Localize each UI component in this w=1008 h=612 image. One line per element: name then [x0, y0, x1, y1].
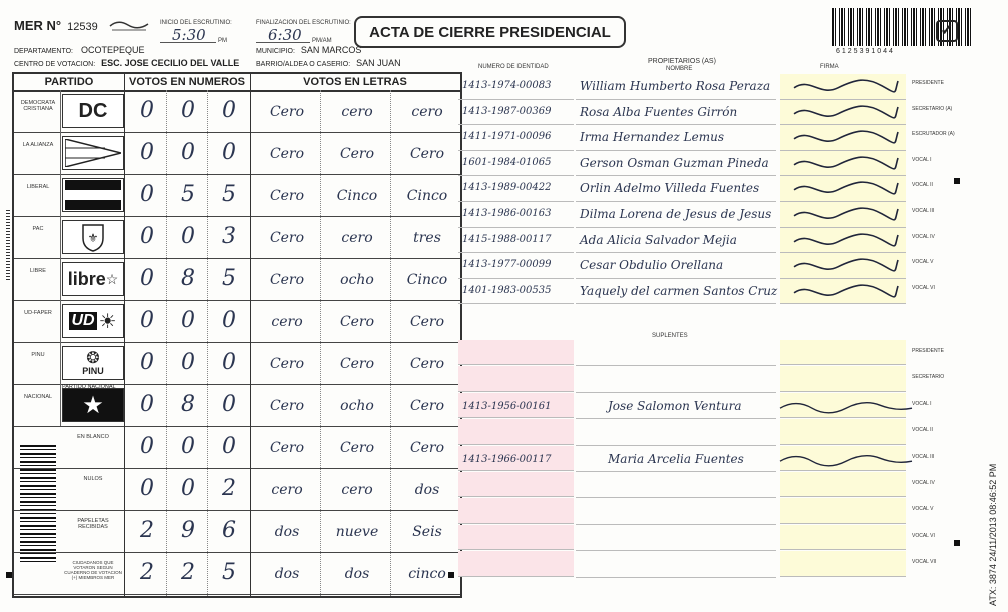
municipio-label: MUNICIPIO:	[256, 48, 295, 55]
barcode-number: 6125391044	[836, 48, 895, 55]
id-cell	[458, 366, 574, 391]
suplente-row	[458, 551, 958, 577]
owner-row	[458, 279, 958, 305]
vote-row	[14, 216, 460, 259]
signature-cell	[780, 525, 906, 550]
suplente-row	[458, 366, 958, 392]
vote-word: Cero	[269, 356, 305, 372]
vote-word: dos	[344, 566, 370, 582]
vote-word: Cero	[339, 440, 375, 456]
id-cell	[458, 525, 574, 550]
party-label: LIBERAL	[26, 184, 50, 190]
signature-cell	[780, 551, 906, 576]
column-divider	[250, 74, 251, 596]
suplentes-header: SUPLENTES	[652, 333, 688, 339]
signature-scribble	[776, 448, 916, 472]
signature-cell	[780, 340, 906, 365]
name-cell	[576, 472, 776, 498]
nacional-star-icon: ★	[82, 391, 104, 419]
ud-logo-text: UD	[71, 312, 95, 329]
vote-digit: 0	[222, 98, 236, 123]
owner-id: 1411-1971-00096	[462, 131, 552, 143]
inicio-label: INICIO DEL ESCRUTINIO:	[160, 20, 232, 26]
role-label: VOCAL IV	[912, 480, 935, 486]
signature-scribble	[790, 254, 900, 278]
vote-digit: 0	[222, 434, 236, 459]
signature-scribble	[790, 152, 900, 176]
vote-word: Cero	[269, 230, 305, 246]
vote-word: cero	[341, 230, 373, 246]
vote-digit: 0	[140, 308, 154, 333]
owner-row	[458, 228, 958, 254]
vote-digit: 2	[181, 560, 195, 585]
vote-digit: 2	[222, 476, 236, 501]
vote-digit: 0	[140, 182, 154, 207]
emblem-logo	[108, 18, 150, 32]
vote-digit: 8	[181, 392, 195, 417]
propietarios-header: PROPIETARIOS (AS)	[648, 58, 716, 65]
owner-id: 1401-1983-00535	[462, 284, 552, 296]
vote-word: Cero	[269, 272, 305, 288]
suplente-row	[458, 419, 958, 445]
vote-word: Cero	[339, 314, 375, 330]
vote-row	[14, 552, 460, 595]
owner-row	[458, 202, 958, 228]
suplente-row	[458, 525, 958, 551]
vote-word: dos	[274, 524, 300, 540]
role-label: VOCAL V	[912, 259, 934, 266]
role-label: VOCAL V	[912, 506, 934, 513]
vote-word: cinco	[408, 566, 446, 582]
column-divider	[390, 90, 391, 596]
vote-word: Cinco	[406, 188, 448, 204]
owner-id: 1415-1988-00117	[462, 233, 552, 245]
party-label: UD-FAPER	[24, 310, 52, 316]
column-divider	[320, 90, 321, 596]
suplente-row	[458, 340, 958, 366]
party-logo	[62, 262, 124, 296]
role-label: VOCAL II	[912, 182, 933, 189]
owner-name: Gerson Osman Guzman Pineda	[580, 155, 769, 170]
vote-digit: 0	[140, 98, 154, 123]
vote-digit: 8	[181, 266, 195, 291]
vote-word: cero	[341, 482, 373, 498]
name-cell	[576, 419, 776, 445]
vote-row	[14, 468, 460, 511]
owner-row	[458, 253, 958, 279]
suplente-entry	[458, 393, 908, 419]
vote-digit: 5	[222, 266, 236, 291]
suplente-row	[458, 498, 958, 524]
name-cell	[576, 525, 776, 551]
party-logo	[62, 388, 124, 422]
vote-digit: 5	[222, 560, 236, 585]
departamento-label: DEPARTAMENTO:	[14, 48, 73, 55]
side-stamp: ATX: 3874 24/11/2013 08:46:52 PM	[988, 463, 998, 606]
name-cell	[576, 340, 776, 366]
vote-word: Cero	[409, 398, 445, 414]
role-label: VOCAL I	[912, 156, 932, 163]
summary-label: NULOS	[83, 476, 103, 482]
svg-text:⚜: ⚜	[87, 231, 99, 245]
pinu-logo-text: PINU	[82, 365, 104, 376]
col-letras: VOTOS EN LETRAS	[250, 74, 460, 92]
owner-row	[458, 176, 958, 202]
vote-digit: 5	[181, 182, 195, 207]
owner-row	[458, 151, 958, 177]
id-cell	[458, 419, 574, 444]
role-label: SECRETARIO	[912, 374, 945, 381]
vote-word: Cero	[269, 188, 305, 204]
vote-word: Cero	[269, 146, 305, 162]
role-label: PRESIDENTE	[912, 348, 944, 354]
vote-digit: 2	[140, 560, 154, 585]
column-divider	[207, 90, 208, 596]
signature-scribble	[790, 126, 900, 150]
owner-row	[458, 100, 958, 126]
vote-word: ocho	[340, 398, 374, 414]
id-header: NUMERO DE IDENTIDAD	[478, 64, 549, 70]
vote-digit: 0	[140, 224, 154, 249]
municipio-value: SAN MARCOS	[300, 45, 362, 55]
firma-header: FIRMA	[820, 64, 839, 70]
name-cell	[576, 366, 776, 392]
vote-digit: 0	[181, 476, 195, 501]
vote-digit: 0	[140, 434, 154, 459]
col-partido: PARTIDO	[14, 74, 125, 92]
barrio-value: SAN JUAN	[356, 58, 401, 68]
nombre-header: NOMBRE	[666, 66, 693, 72]
edge-marks	[6, 210, 10, 280]
signature-cell	[780, 472, 906, 497]
owner-name: Yaquely del carmen Santos Cruz	[580, 283, 778, 298]
owner-id: 1413-1974-00083	[462, 80, 552, 91]
vote-word: dos	[274, 566, 300, 582]
vote-row	[14, 174, 460, 217]
vote-digit: 9	[181, 518, 195, 543]
owner-name: Ada Alicia Salvador Mejia	[580, 232, 737, 247]
owner-name: Dilma Lorena de Jesus de Jesus	[580, 207, 772, 221]
party-label: DEMOCRATA CRISTIANA	[20, 100, 56, 112]
vote-digit: 0	[181, 98, 195, 123]
owner-name: Cesar Obdulio Orellana	[580, 258, 724, 273]
finalizacion-unit: PM/AM	[312, 38, 332, 44]
signature-cell	[780, 366, 906, 391]
vote-word: Cero	[269, 104, 305, 120]
vote-digit: 5	[222, 182, 236, 207]
vote-word: cero	[271, 482, 303, 498]
party-label: LA ALIANZA	[22, 142, 54, 148]
id-cell	[458, 340, 574, 365]
vote-word: cero	[271, 314, 303, 330]
id-cell	[458, 498, 574, 523]
party-label: LIBRE	[30, 268, 46, 274]
role-label: VOCAL III	[912, 453, 935, 460]
pinu-emblem-icon: ❂	[86, 349, 100, 367]
vote-row	[14, 132, 460, 175]
vote-digit: 0	[181, 434, 195, 459]
vote-digit: 0	[181, 224, 195, 249]
role-label: PRESIDENTE	[912, 80, 944, 86]
id-cell	[458, 472, 574, 497]
summary-label: CIUDADANOS QUE VOTARON SEGUN CUADERNO DE VOTACION (+) MIEMBROS MER	[64, 560, 122, 580]
barrio-row	[256, 58, 401, 68]
signature-scribble	[790, 75, 900, 99]
name-cell	[576, 551, 776, 577]
vote-row	[14, 426, 460, 469]
label-divider	[60, 90, 61, 426]
owner-id: 1413-1989-00422	[462, 182, 552, 194]
party-logo	[62, 136, 124, 170]
owner-id: 1601-1984-01065	[462, 156, 552, 168]
party-logo	[62, 178, 124, 212]
party-label: PAC	[32, 226, 44, 232]
owner-id: 1413-1986-00163	[462, 208, 552, 219]
vote-row	[14, 90, 460, 133]
vote-row	[14, 342, 460, 385]
role-label: SECRETARIO (A)	[912, 105, 953, 112]
signature-scribble	[790, 229, 900, 253]
vote-digit: 6	[222, 518, 236, 543]
vote-word: Cinco	[406, 272, 448, 288]
vote-word: tres	[413, 230, 441, 246]
suplente-id: 1413-1956-00161	[462, 400, 552, 412]
party-logo	[62, 220, 124, 254]
vote-word: dos	[414, 482, 440, 498]
vote-word: Cero	[409, 356, 445, 372]
suplente-entry	[458, 446, 908, 472]
vote-digit: 0	[222, 308, 236, 333]
vote-word: Cinco	[336, 188, 378, 204]
libre-logo-text: libre	[67, 268, 106, 289]
signature-scribble	[790, 177, 900, 201]
vote-word: nueve	[335, 524, 379, 540]
vote-digit: 0	[140, 266, 154, 291]
role-label: VOCAL VII	[912, 559, 937, 566]
owner-id: 1413-1977-00099	[462, 259, 552, 271]
vote-digit: 0	[140, 392, 154, 417]
centro-value: ESC. JOSE CECILIO DEL VALLE	[101, 58, 240, 68]
col-numeros: VOTOS EN NUMEROS	[124, 74, 251, 92]
vote-row	[14, 300, 460, 343]
signature-scribble	[790, 280, 900, 304]
departamento-row	[14, 45, 144, 55]
inicio-unit: PM	[218, 38, 227, 44]
role-label: VOCAL VI	[912, 284, 935, 291]
vote-digit: 0	[222, 140, 236, 165]
dc-logo-text: DC	[78, 99, 108, 122]
vote-word: ocho	[340, 272, 374, 288]
signature-scribble	[776, 395, 916, 419]
summary-label: PAPELETAS RECIBIDAS	[77, 518, 109, 530]
departamento-value: OCOTEPEQUE	[80, 45, 145, 55]
role-label: ESCRUTADOR (A)	[912, 131, 955, 138]
party-sublabel: PARTIDO NACIONAL	[62, 384, 116, 390]
vote-digit: 0	[181, 140, 195, 165]
vote-digit: 0	[222, 350, 236, 375]
centro-row	[14, 58, 239, 68]
barrio-label: BARRIO/ALDEA O CASERIO:	[256, 61, 351, 68]
liberal-flag-icon	[65, 180, 121, 210]
vote-row	[14, 258, 460, 301]
vote-word: Cero	[409, 440, 445, 456]
signature-cell	[780, 419, 906, 444]
vote-digit: 2	[140, 518, 154, 543]
owner-name: Rosa Alba Fuentes Girrón	[580, 104, 738, 119]
votes-table	[12, 72, 462, 598]
vote-word: Cero	[409, 146, 445, 162]
vote-word: Seis	[412, 524, 442, 540]
vote-word: Cero	[409, 314, 445, 330]
owner-name: William Humberto Rosa Peraza	[580, 79, 771, 93]
id-cell	[458, 551, 574, 576]
suplente-name: Maria Arcelia Fuentes	[608, 451, 744, 466]
column-divider	[124, 74, 125, 596]
column-divider	[166, 90, 167, 596]
owner-name: Orlin Adelmo Villeda Fuentes	[580, 181, 760, 196]
role-label: VOCAL II	[912, 427, 933, 434]
municipio-row	[256, 45, 361, 55]
vote-digit: 3	[222, 224, 236, 249]
name-cell	[576, 498, 776, 524]
vote-row	[14, 384, 460, 427]
role-label: VOCAL III	[912, 208, 935, 214]
party-label: PINU	[31, 352, 45, 358]
inicio-value: 5:30	[172, 26, 206, 44]
vote-word: cero	[341, 104, 373, 120]
vote-word: Cero	[269, 440, 305, 456]
owner-name: Irma Hernandez Lemus	[580, 130, 724, 145]
signature-cell	[780, 498, 906, 523]
star-icon: ☆	[105, 270, 119, 287]
pac-shield-icon	[80, 222, 106, 252]
vote-digit: 0	[181, 350, 195, 375]
vote-digit: 0	[140, 476, 154, 501]
vote-digit: 0	[140, 140, 154, 165]
vote-digit: 0	[181, 308, 195, 333]
vote-word: cero	[411, 104, 443, 120]
owner-row	[458, 125, 958, 151]
vote-row	[14, 510, 460, 553]
vote-word: Cero	[339, 146, 375, 162]
mer-number: 12539	[67, 21, 98, 33]
centro-label: CENTRO DE VOTACION:	[14, 61, 96, 68]
vote-word: Cero	[339, 356, 375, 372]
role-label: VOCAL VI	[912, 532, 935, 539]
party-logo	[62, 304, 124, 338]
signature-scribble	[790, 101, 900, 125]
owner-row	[458, 74, 958, 100]
suplente-row	[458, 472, 958, 498]
alianza-flag-icon	[65, 139, 121, 167]
finalizacion-underline	[256, 42, 310, 43]
check-box-icon: ✓	[936, 20, 958, 42]
suplente-name: Jose Salomon Ventura	[608, 398, 742, 413]
party-label: NACIONAL	[23, 394, 53, 400]
signature-scribble	[790, 203, 900, 227]
vote-digit: 0	[222, 392, 236, 417]
owner-id: 1413-1987-00369	[462, 105, 552, 117]
inicio-underline	[160, 42, 216, 43]
finalizacion-label: FINALIZACION DEL ESCRUTINIO:	[256, 20, 351, 26]
role-label: VOCAL I	[912, 400, 932, 407]
suplente-id: 1413-1966-00117	[462, 453, 552, 465]
summary-label: EN BLANCO	[77, 434, 109, 440]
vote-digit: 0	[140, 350, 154, 375]
party-logo	[62, 346, 124, 380]
sun-icon: ☀	[98, 310, 117, 333]
vote-word: Cero	[269, 398, 305, 414]
document-title: ACTA DE CIERRE PRESIDENCIAL	[354, 16, 626, 48]
party-logo	[62, 94, 124, 128]
role-label: VOCAL IV	[912, 233, 935, 240]
mer-number-label: MER N° 12539	[14, 18, 98, 33]
finalizacion-value: 6:30	[268, 26, 302, 44]
